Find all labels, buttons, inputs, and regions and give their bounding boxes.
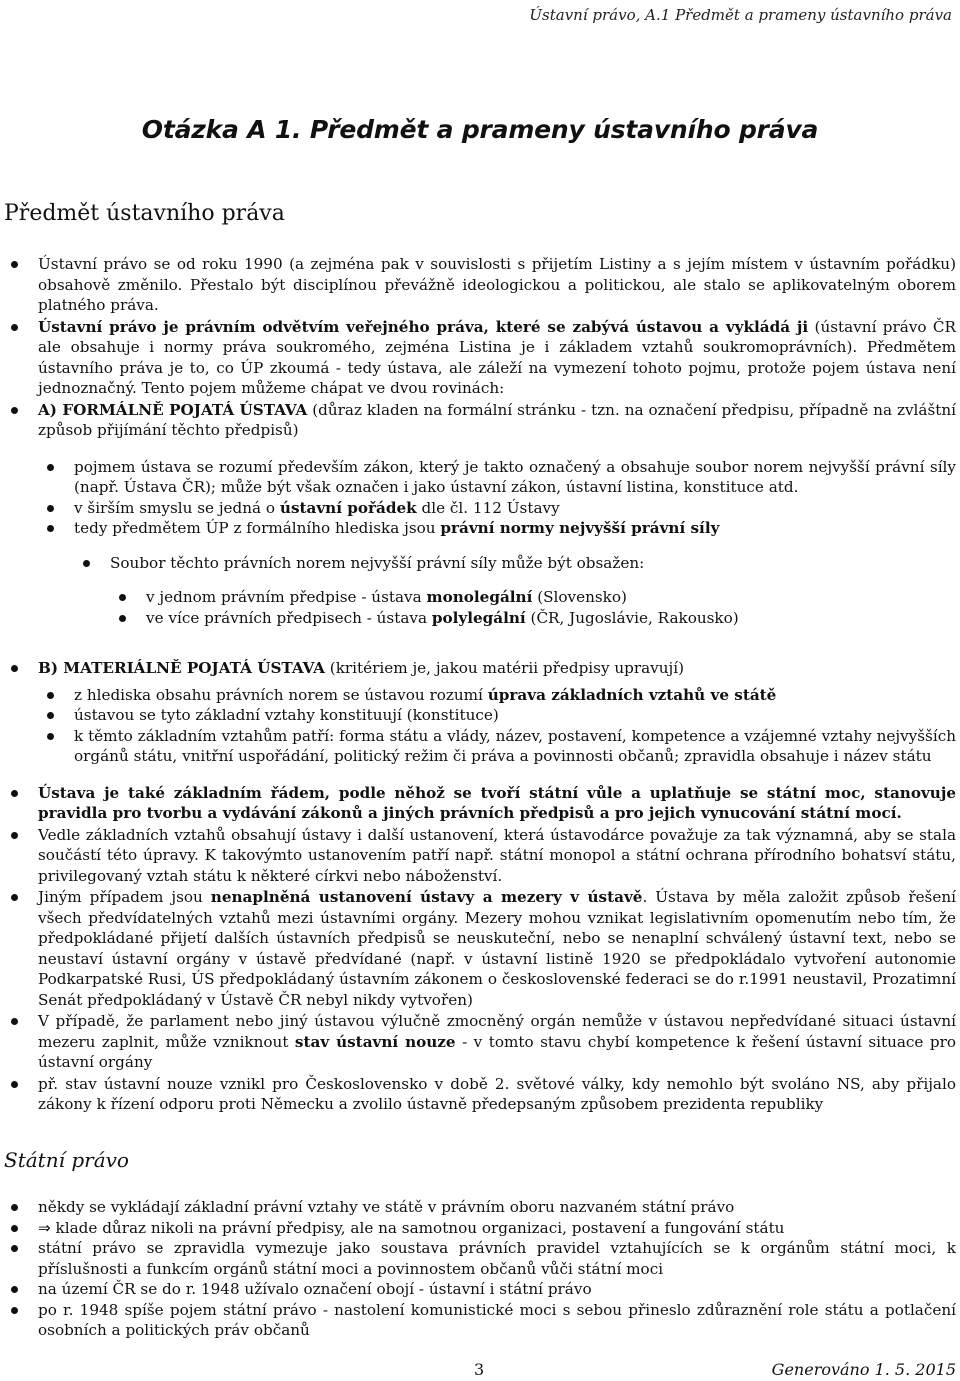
section-title-statni-pravo: Státní právo xyxy=(4,1148,129,1172)
nested-list xyxy=(74,685,956,767)
implies-arrow-icon: ⇒ xyxy=(38,1218,51,1237)
list-item: Ústava je také základním řádem, podle něhož se tvoří státní vůle a uplatňuje se státní moc, stanovuje pravidla pro tvorbu a vydávání zákonů a jiných právních předpisů a pro jejich vynucování státní mocí. xyxy=(38,783,956,822)
list-item: v širším smyslu se jedná o ústavní pořádek dle čl. 112 Ústavy xyxy=(74,498,956,519)
list-item: Ústavní právo je právním odvětvím veřejného práva, které se zabývá ústavou a vykládá ji (ústavní právo ČR ale obsahuje i normy práva soukromého, zejména Listina je i základem vztahů soukromoprávních). Předmětem ústavního práva je to, co ÚP zkoumá - tedy ústava, ale záleží na vymezení tohoto pojmu, protože pojem ústava není jednoznačný. Tento pojem můžeme chápat ve dvou rovinách: xyxy=(38,317,956,397)
list-item: Ústavní právo se od roku 1990 (a zejména pak v souvislosti s přijetím Listiny a s jejím místem v ústavním pořádku) obsahově změnilo. Přestalo být disciplínou převážně ideologickou a politickou, ale stalo se aplikovatelným oborem platného práva. xyxy=(38,255,956,314)
list-item: ústavou se tyto základní vztahy konstituují (konstituce) xyxy=(74,705,956,726)
nested-list xyxy=(74,457,956,629)
main-list xyxy=(38,254,956,1116)
list-item: V případě, že parlament nebo jiný ústavou výlučně zmocněný orgán nemůže v ústavou nepředvídané situaci ústavní mezeru zaplnit, může vzniknout stav ústavní nouze - v tomto stavu chybí kompetence k řešení ústavní situace pro ústavní orgány xyxy=(38,1012,956,1071)
generated-date: Generováno 1. 5. 2015 xyxy=(771,1360,956,1379)
list-item: Soubor těchto právních norem nejvyšší právní síly může být obsažen: v jednom právním předpise - ústava monolegální (Slovensko) ve více právních předpisech - ústava polylegální (ČR, Jugoslávie, Rakousko) xyxy=(110,553,956,629)
list-item: ⇒ klade důraz nikoli na právní předpisy, ale na samotnou organizaci, postavení a fungování státu xyxy=(38,1218,956,1239)
list-item: k těmto základním vztahům patří: forma státu a vlády, název, postavení, kompetence a vzájemné vztahy nejvyšších orgánů státu, vnitřní uspořádání, politický režim či práva a povinnosti občanů; zpravidla obsahuje i název státu xyxy=(74,726,956,765)
list-item: př. stav ústavní nouze vznikl pro Československo v době 2. světové války, kdy nemohlo být svoláno NS, aby přijalo zákony k řízení odporu proti Německu a zvolilo ústavně předepsaným způsobem prezidenta republiky xyxy=(38,1074,956,1113)
section-title-predmet: Předmět ústavního práva xyxy=(4,201,285,226)
list-item: pojmem ústava se rozumí především zákon, který je takto označený a obsahuje soubor norem nejvyšší právní síly (např. Ústava ČR); může být však označen i jako ústavní zákon, ústavní listina, konstituce atd. xyxy=(74,457,956,496)
list-item: na území ČR se do r. 1948 užívalo označení obojí - ústavní i státní právo xyxy=(38,1279,956,1300)
nested-list xyxy=(110,553,956,629)
running-header: Ústavní právo, A.1 Předmět a prameny ústavního práva xyxy=(529,6,952,24)
list-item: Vedle základních vztahů obsahují ústavy i další ustanovení, která ústavodárce považuje za tak významná, aby se stala součástí této úpravy. K takovýmto ustanovením patří např. státní monopol a státní ochrana přírodního bohatsví státu, privilegovaný vztah státu k některé církvi nebo náboženství. xyxy=(38,825,956,885)
list-item: někdy se vykládají základní právní vztahy ve státě v právním oboru nazvaném státní právo xyxy=(38,1197,956,1218)
list-item: po r. 1948 spíše pojem státní právo - nastolení komunistické moci s sebou přineslo zdůraznění role státu a potlačení osobních a politických práv občanů xyxy=(38,1300,956,1339)
list-item: v jednom právním předpise - ústava monolegální (Slovensko) xyxy=(146,587,956,608)
list-item: státní právo se zpravidla vymezuje jako soustava právních pravidel vztahujících se k orgánům státní moci, k příslušnosti a funkcím orgánů státní moci a povinnostem občanů vůči státní moci xyxy=(38,1239,956,1278)
page-number: 3 xyxy=(474,1360,485,1379)
question-title: Otázka A 1. Předmět a prameny ústavního práva xyxy=(141,115,819,144)
list-item: ve více právních předpisech - ústava polylegální (ČR, Jugoslávie, Rakousko) xyxy=(146,608,956,629)
nested-list xyxy=(146,587,956,628)
list-item: z hlediska obsahu právních norem se ústavou rozumí úprava základních vztahů ve státě xyxy=(74,685,956,706)
list-item: tedy předmětem ÚP z formálního hlediska jsou právní normy nejvyšší právní síly Soubor těchto právních norem nejvyšší právní síly může být obsažen: v jednom právním předpise - ústava monolegální (Slovensko) ve více právních předpisech - ústava polylegální (ČR, Jugoslávie, Rakousko) xyxy=(74,518,956,628)
list-item-formal-constitution: A) FORMÁLNĚ POJATÁ ÚSTAVA (důraz kladen na formální stránku - tzn. na označení předpisu, případně na zvláštní způsob přijímání těchto předpisů) pojmem ústava se rozumí především zákon, který je takto označený a obsahuje soubor norem nejvyšší právní síly (např. Ústava ČR); může být však označen i jako ústavní zákon, ústavní listina, konstituce atd. v širším smyslu se jedná o ústavní pořádek dle čl. 112 Ústavy tedy předmětem ÚP z formálního hlediska jsou právní normy nejvyšší právní síly Soubor těchto právních norem nejvyšší právní síly může být obsažen: v jednom právním předpise - ústava monolegální (Slovensko) ve více právních předpisech - ústava polylegální (ČR, Jugoslávie, Rakousko) xyxy=(38,400,956,627)
list-item-material-constitution: B) MATERIÁLNĚ POJATÁ ÚSTAVA (kritériem je, jakou matérii předpisy upravují) z hlediska obsahu právních norem se ústavou rozumí úprava základních vztahů ve státě ústavou se tyto základní vztahy konstituují (konstituce) k těmto základním vztahům patří: forma státu a vlády, název, postavení, kompetence a vzájemné vztahy nejvyšších orgánů státu, vnitřní uspořádání, politický režim či práva a povinnosti občanů; zpravidla obsahuje i název státu xyxy=(38,659,956,765)
list-item: Jiným případem jsou nenaplněná ustanovení ústavy a mezery v ústavě. Ústava by měla založit způsob řešení všech předvídatelných vztahů mezi ústavními orgány. Mezery mohou vznikat legislativním opomenutím nebo tím, že předpokládané přijetí dalších ústavních předpisů se neuskuteční, nebo se nenaplní schválený ústavní text, nebo se neustaví ústavní orgány v ústavě předvídané (např. v ústavní listině 1920 se předpokládalo vytvoření autonomie Podkarpatské Rusi, ÚS předpokládaný ústavním zákonem o československé federaci se do r.1991 neustavil, Prozatimní Senát předpokládaný v Ústavě ČR nebyl nikdy vytvořen) xyxy=(38,888,956,1009)
state-law-list xyxy=(38,1197,956,1341)
